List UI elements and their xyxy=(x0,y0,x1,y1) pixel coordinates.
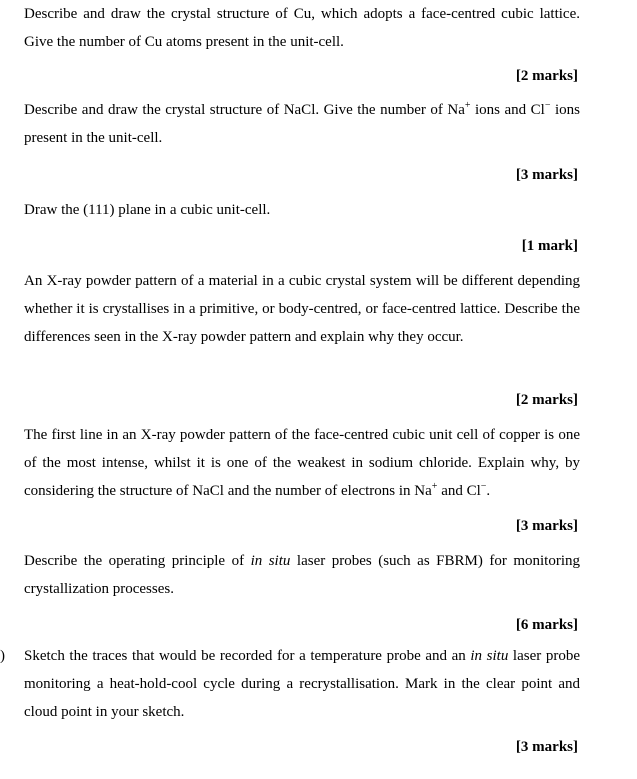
question-text: . xyxy=(486,483,491,499)
question-number-fragment: ) xyxy=(0,648,5,664)
question-cu-text xyxy=(24,0,580,56)
question-text: Describe the operating principle of xyxy=(24,553,251,569)
question-text: Draw the (111) plane in a cubic unit-cell. xyxy=(24,202,271,218)
question-text: Describe and draw the crystal structure of NaCl. Give the number of Na xyxy=(24,102,465,118)
question-text: An X-ray powder pattern of a material in a cubic crystal system will be different depending whether it is crystallises in a primitive, or body-centred, or face-centred lattice. Describe the differences seen in the X-ray powder pattern and explain why they occur. xyxy=(24,273,580,345)
question-text: laser probes (such as FBRM) for monitoring crystallization processes. xyxy=(24,553,580,597)
question-text: ions present in the unit-cell. xyxy=(24,102,580,146)
question-text: The first line in an X-ray powder pattern of the face-centred cubic unit cell of copper is one of the most intense, whilst it is one of the weakest in sodium chloride. Explain why, by considering the structure of NaCl and the number of electrons in Na xyxy=(24,427,580,499)
question-sketch-text xyxy=(24,642,580,726)
superscript: + xyxy=(464,100,471,111)
marks-label: [2 marks] xyxy=(515,68,578,84)
italic-text: in situ xyxy=(250,553,291,569)
question-text: Describe and draw the crystal structure of Cu, which adopts a face-centred cubic lattice. Give the number of Cu atoms present in the unit-cell. xyxy=(24,6,580,50)
question-text: laser probe monitoring a heat-hold-cool cycle during a recrystallisation. Mark in the clear point and cloud point in your sketch. xyxy=(24,648,581,720)
marks-label: [3 marks] xyxy=(515,167,578,183)
question-text: Sketch the traces that would be recorded for a temperature probe and an xyxy=(24,648,471,664)
question-text: and Cl xyxy=(437,483,481,499)
superscript: + xyxy=(431,481,438,492)
question-plane-text xyxy=(24,196,580,224)
marks-label: [3 marks] xyxy=(515,518,578,534)
marks-label: [3 marks] xyxy=(515,739,578,755)
marks-label: [2 marks] xyxy=(515,392,578,408)
question-text: ions and Cl xyxy=(470,102,545,118)
question-xray-lattice-text xyxy=(24,267,580,351)
superscript: − xyxy=(544,100,551,111)
marks-label: [6 marks] xyxy=(515,617,578,633)
superscript: − xyxy=(480,481,487,492)
question-xray-intensity-text xyxy=(24,421,580,505)
question-nacl-text xyxy=(24,96,580,152)
marks-label: [1 mark] xyxy=(521,238,578,254)
question-laser-probe-text xyxy=(24,547,580,603)
italic-text: in situ xyxy=(470,648,509,664)
